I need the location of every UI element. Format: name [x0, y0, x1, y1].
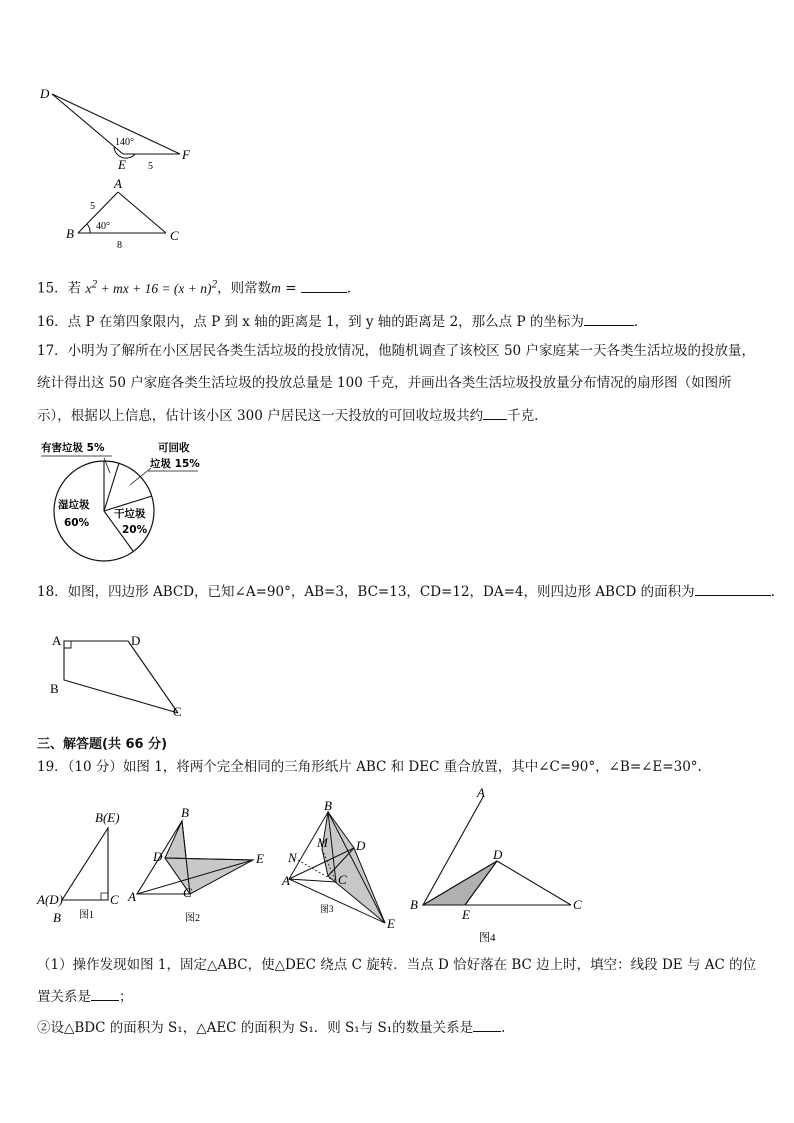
label-A: A	[477, 785, 485, 800]
edge-DC	[497, 861, 571, 905]
question-19-part2: ②设△BDC 的面积为 S₁，△AEC 的面积为 S₁．则 S₁与 S₁的数量关系是 .	[37, 1017, 757, 1038]
label-C: C	[170, 228, 179, 243]
fig19-2	[125, 805, 270, 925]
label-B: B	[53, 910, 61, 925]
len-AB: 5	[90, 201, 95, 212]
question-17-line2: 统计得出这 50 户家庭各类生活垃圾的投放总量是 100 千克，并画出各类生活垃圾投放量分布情况的扇形图（如图所	[37, 375, 732, 391]
label-A: A	[114, 176, 122, 191]
label-N: N	[288, 850, 297, 865]
label-B: B	[66, 226, 74, 241]
label-A: A	[128, 889, 136, 904]
equation: $x^2$ + mx + $16 = (x + n)^2$	[85, 278, 218, 296]
fig19-1	[35, 808, 125, 923]
question-16: 16．点 P 在第四象限内，点 P 到 x 轴的距离是 1，到 y 轴的距离是 2，那么点 P 的坐标为 ．	[37, 311, 757, 332]
label-wet: 湿垃圾	[58, 499, 90, 511]
label-B: B	[410, 897, 418, 912]
angle-E: 140°	[115, 137, 134, 148]
section-heading: 三、解答题(共 66 分)	[37, 737, 168, 752]
len-EF: 5	[148, 161, 153, 172]
pie-chart	[36, 438, 216, 568]
label-D: D	[493, 847, 503, 862]
label-B: B	[181, 805, 189, 820]
label-A: A	[282, 873, 290, 888]
question-19-intro: 19．（10 分）如图 1，将两个完全相同的三角形纸片 ABC 和 DEC 重合放置，其中∠C=90°，∠B=∠E=30°.	[37, 759, 702, 775]
answer-blank[interactable]	[473, 1017, 501, 1032]
caption: 图4	[479, 932, 496, 944]
fig19-3	[282, 800, 407, 935]
label-M: M	[317, 835, 328, 850]
label-D: D	[131, 633, 141, 648]
question-19-part1b: 置关系是 ；	[37, 986, 757, 1007]
caption: 图1	[79, 910, 94, 921]
label-A: A	[52, 633, 62, 648]
question-19-part1a: （1）操作发现如图 1，固定△ABC，使△DEC 绕点 C 旋转．当点 D 恰好落在 BC 边上时，填空：线段 DE 与 AC 的位	[37, 957, 757, 973]
label-AD: A(D)	[37, 892, 63, 907]
label-recycle-pct: 垃圾 15%	[150, 458, 200, 470]
triangle	[62, 828, 108, 900]
edge-AC	[118, 192, 166, 233]
label-recycle: 可回收	[158, 442, 190, 454]
label-BE: B(E)	[95, 810, 120, 825]
label-E: E	[387, 916, 395, 931]
right-angle-mark	[64, 641, 71, 648]
question-18: 18．如图，四边形 ABCD，已知∠A=90°，AB=3，BC=13，CD=12，DA=4，则四边形 ABCD 的面积为 .	[37, 581, 757, 602]
question-15: 15．若 $x^2$ + mx + $16 = (x + n)^2$，则常数m = ．	[37, 278, 361, 297]
label-F: F	[182, 147, 190, 162]
answer-blank[interactable]	[483, 405, 507, 420]
label-D: D	[356, 838, 366, 853]
label-dry: 干垃圾	[114, 508, 146, 520]
label-C: C	[110, 892, 119, 907]
label-C: C	[573, 897, 582, 912]
quadrilateral	[64, 641, 178, 713]
label-wet-pct: 60%	[64, 517, 90, 529]
caption: 图3	[320, 904, 334, 914]
fig19-4	[405, 785, 595, 950]
label-E: E	[118, 157, 126, 172]
question-17-line1: 17．小明为了解所在小区居民各类生活垃圾的投放情况，他随机调查了该校区 50 户家庭某一天各类生活垃圾的投放量，	[37, 343, 755, 359]
label-C: C	[173, 704, 182, 719]
label-B: B	[324, 798, 332, 813]
angle-B: 40°	[96, 221, 110, 232]
len-BC: 8	[117, 240, 122, 251]
right-angle-mark	[101, 893, 108, 900]
label-E: E	[256, 851, 264, 866]
label-D: D	[40, 86, 50, 101]
label-C: C	[183, 885, 192, 900]
answer-blank[interactable]	[301, 278, 347, 293]
answer-blank[interactable]	[584, 311, 634, 326]
answer-blank[interactable]	[91, 986, 119, 1001]
angle-arc-B	[87, 224, 90, 233]
label-harmful: 有害垃圾 5%	[41, 442, 105, 454]
fig18-quadrilateral	[45, 630, 195, 720]
label-D: D	[153, 849, 163, 864]
fig14-triangles	[30, 82, 210, 252]
edge-DE	[52, 94, 123, 154]
edge-DC	[128, 641, 178, 713]
label-dry-pct: 20%	[122, 524, 148, 536]
question-17-line3: 示），根据以上信息，估计该小区 300 户居民这一天投放的可回收垃圾共约 千克.	[37, 405, 757, 426]
caption: 图2	[185, 913, 200, 924]
label-C: C	[338, 872, 347, 887]
label-B: B	[50, 681, 59, 696]
label-E: E	[462, 907, 470, 922]
answer-blank[interactable]	[695, 581, 771, 596]
